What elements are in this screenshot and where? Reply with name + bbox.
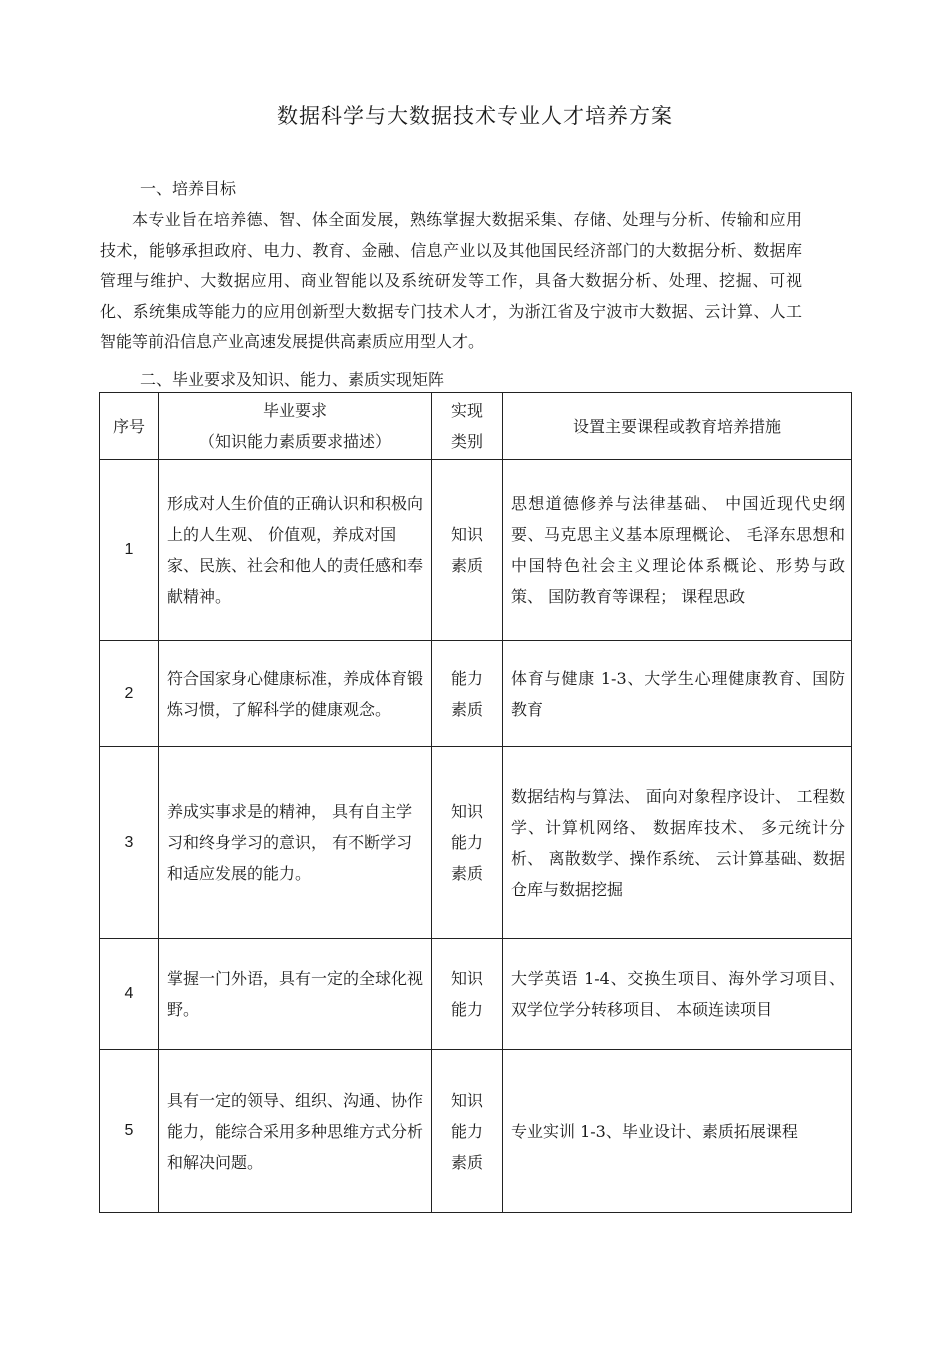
table-row: [100, 460, 852, 641]
category-label: 素质: [450, 556, 483, 575]
requirements-matrix-table: [99, 392, 852, 1213]
category-label: 能力: [450, 668, 483, 688]
row-number: 1: [100, 460, 159, 641]
header-requirement: [159, 393, 432, 460]
row-requirement: 形成对人生价值的正确认识和积极向上的人生观、 价值观，养成对国家、民族、社会和他人的责任感和奉献精神。: [159, 460, 432, 641]
table-row: [100, 939, 852, 1050]
table-row: [100, 641, 852, 747]
table-header-row: [100, 393, 852, 460]
category-label: 能力: [450, 1000, 483, 1019]
row-number: 3: [100, 747, 159, 939]
section-heading-graduation-requirements: 二、毕业要求及知识、能力、素质实现矩阵: [140, 370, 445, 389]
section-heading-training-goal: 一、培养目标: [140, 179, 237, 198]
category-label: 知识: [450, 969, 483, 988]
row-courses: 数据结构与算法、 面向对象程序设计、 工程数学、计算机网络、 数据库技术、 多元统计分析、 离散数学、操作系统、 云计算基础、数据仓库与数据挖掘: [503, 747, 852, 939]
category-label: 能力: [450, 833, 483, 852]
category-label: 素质: [450, 699, 483, 719]
category-label: 素质: [450, 864, 483, 883]
header-requirement-line2: （知识能力素质要求描述）: [198, 432, 391, 451]
header-category: [432, 393, 503, 460]
category-label: 知识: [450, 525, 483, 544]
row-courses: 体育与健康 1-3、大学生心理健康教育、国防教育: [503, 641, 852, 747]
category-label: 素质: [450, 1152, 483, 1172]
row-requirement: 掌握一门外语，具有一定的全球化视野。: [159, 939, 432, 1050]
category-label: 能力: [450, 1121, 483, 1141]
document-title: 数据科学与大数据技术专业人才培养方案: [277, 104, 673, 128]
row-categories: [432, 747, 503, 939]
row-requirement: 符合国家身心健康标准，养成体育锻炼习惯，了解科学的健康观念。: [159, 641, 432, 747]
table-row: [100, 747, 852, 939]
table-row: [100, 1050, 852, 1213]
header-no: 序号: [100, 393, 159, 460]
header-category-line2: 类别: [450, 432, 483, 451]
row-categories: [432, 460, 503, 641]
row-courses: 专业实训 1-3、毕业设计、素质拓展课程: [503, 1050, 852, 1213]
category-label: 知识: [450, 1090, 483, 1110]
row-number: 2: [100, 641, 159, 747]
row-categories: [432, 1050, 503, 1213]
row-courses: 思想道德修养与法律基础、 中国近现代史纲要、马克思主义基本原理概论、 毛泽东思想和中国特色社会主义理论体系概论、形势与政策、 国防教育等课程； 课程思政: [503, 460, 852, 641]
row-categories: [432, 641, 503, 747]
row-categories: [432, 939, 503, 1050]
training-goal-paragraph: 本专业旨在培养德、智、体全面发展，熟练掌握大数据采集、存储、处理与分析、传输和应用技术，能够承担政府、电力、教育、金融、信息产业以及其他国民经济部门的大数据分析、数据库管理与维护、大数据应用、商业智能以及系统研发等工作，具备大数据分析、处理、挖掘、可视化、系统集成等能力的应用创新型大数据专门技术人才，为浙江省及宁波市大数据、云计算、人工智能等前沿信息产业高速发展提供高素质应用型人才。: [100, 210, 802, 351]
row-requirement: 养成实事求是的精神， 具有自主学习和终身学习的意识， 有不断学习和适应发展的能力。: [159, 747, 432, 939]
row-number: 5: [100, 1050, 159, 1213]
header-requirement-line1: 毕业要求: [262, 401, 327, 420]
row-number: 4: [100, 939, 159, 1050]
header-courses: 设置主要课程或教育培养措施: [503, 393, 852, 460]
row-courses: 大学英语 1-4、交换生项目、海外学习项目、双学位学分转移项目、 本硕连读项目: [503, 939, 852, 1050]
row-requirement: 具有一定的领导、组织、沟通、协作能力，能综合采用多种思维方式分析和解决问题。: [159, 1050, 432, 1213]
category-label: 知识: [450, 802, 483, 821]
header-category-line1: 实现: [450, 401, 483, 420]
